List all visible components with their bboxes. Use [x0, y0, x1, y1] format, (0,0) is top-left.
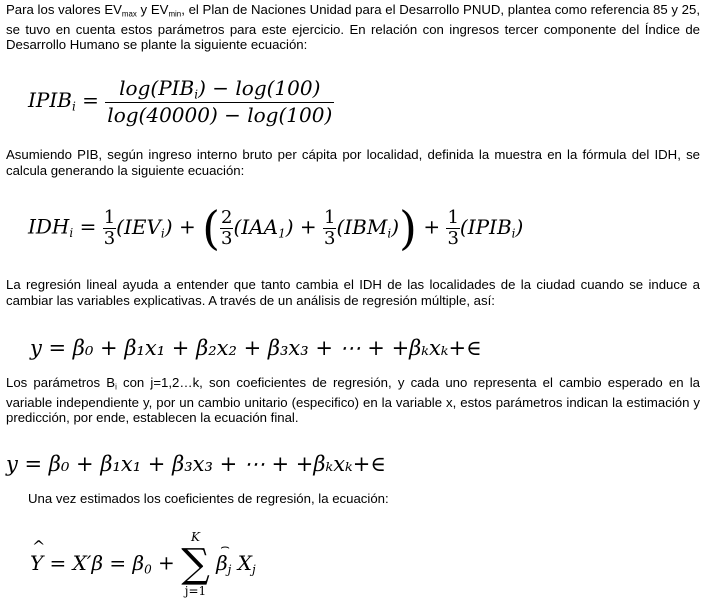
- intro-text-b: y EV: [136, 2, 169, 17]
- intro-sub-max: max: [121, 9, 137, 19]
- paragraph-estimated: Una vez estimados los coeficientes de regresión, la ecuación:: [28, 491, 389, 506]
- eq2-frac-3: $\frac{1}{3}$: [324, 206, 336, 249]
- equation-ipib: [28, 76, 334, 127]
- eq1-numerator: $\log(PIB_i) - \log(100)$: [105, 76, 334, 103]
- eq2-term-iaa: $(IAA_1)$: [233, 214, 294, 241]
- eq2-frac-4: $\frac{1}{3}$: [447, 206, 459, 249]
- eq2-frac-1: $\frac{1}{3}$: [103, 206, 116, 249]
- eq5-term: ⌢ $\beta_j$ $X_j$: [216, 551, 256, 575]
- summation-icon: K ∑ j=1: [181, 530, 210, 598]
- intro-text-c: , el Plan de Naciones Unidad para el Desarrollo PNUD, plantea como referencia 85 y 25, se tuvo en cuenta estos parámetros para este ejercicio. En relación con ingresos tercer componente del Índice de Desarrollo Humano se plante la siguiente ecuación:: [6, 2, 700, 53]
- eq2-term-ipib: $(IPIB_i)$: [459, 214, 524, 241]
- equation-regression-final: y = β₀ + β₁x₁ + β₃x₃ + ⋯ + +βₖxₖ+∈: [6, 452, 386, 476]
- eq1-equals: =: [82, 87, 99, 112]
- eq5-lhs: ^ $Y = X'\beta = \beta_0$: [30, 551, 152, 575]
- eq1-lhs-sub: i: [71, 99, 76, 114]
- eq2-term-ibm: $(IBM_i)$: [336, 214, 399, 241]
- parameters-sub: i: [115, 382, 117, 392]
- intro-text-a: Para los valores EV: [6, 2, 122, 17]
- paragraph-intro: [6, 2, 700, 53]
- eq1-fraction: [105, 76, 334, 127]
- equation-estimate: ^ $Y = X'\beta = \beta_0$ + K ∑ j=1 ⌢ $\beta_j$ $X_j$: [30, 530, 256, 598]
- equation-regression-full: y = β₀ + β₁x₁ + β₂x₂ + β₃x₃ + ⋯ + +βₖxₖ+∈: [30, 336, 482, 360]
- eq2-term-iev: $(IEV_i)$: [116, 214, 173, 241]
- paragraph-regression: La regresión lineal ayuda a entender que tanto cambia el IDH de las localidades de la ciudad cuando se induce a cambiar las variables explicativas. A través de un análisis de regresión múltiple, así:: [6, 277, 700, 308]
- eq2-lhs: IDH: [28, 214, 70, 239]
- equation-idh: $IDH_i$ = $\frac{1}{3}$ $(IEV_i)$ + ( $\frac{2}{3}$ $(IAA_1)$ + $\frac{1}{3}$ $(IBM_i)$) + $\frac{1}{3}$ $(IPIB_i)$: [28, 201, 524, 255]
- paragraph-parameters: Los parámetros $B_i$ con j=1,2…k, son coeficientes de regresión, y cada uno representa el cambio esperado en la variable independiente y, por un cambio unitario (especifico) en la variable x, estos parámetros indican la estimación y predicción, por ende, establecen la ecuación final.: [6, 375, 701, 426]
- eq2-frac-2: $\frac{2}{3}$: [221, 206, 233, 249]
- eq1-lhs: IPIB: [28, 87, 72, 112]
- paragraph-pib: Asumiendo PIB, según ingreso interno bruto per cápita por localidad, definida la muestra en la fórmula del IDH, se calcula generando la siguiente ecuación:: [6, 147, 700, 178]
- eq1-denominator: log(40000) − log(100): [107, 102, 333, 127]
- intro-sub-min: min: [168, 9, 182, 19]
